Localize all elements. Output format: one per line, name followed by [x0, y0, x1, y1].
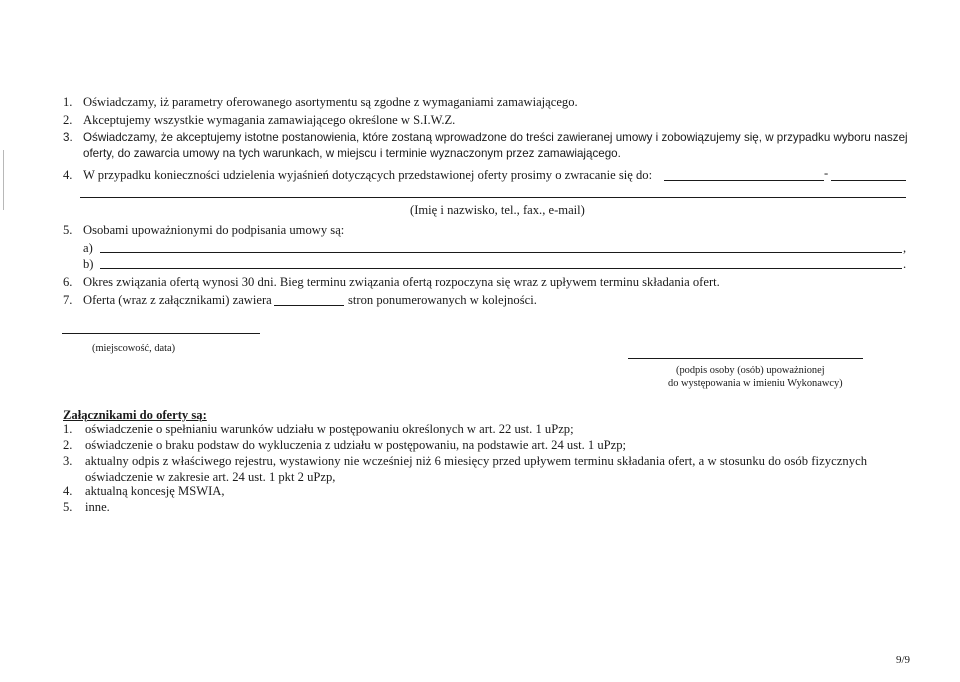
scan-edge-mark [3, 150, 4, 210]
statement-2-text: Akceptujemy wszystkie wymagania zamawiającego określone w S.I.W.Z. [83, 113, 456, 127]
attachment-4-text: aktualną koncesję MSWIA, [85, 484, 225, 498]
place-date-caption: (miejscowość, data) [92, 343, 176, 354]
statement-6 [63, 274, 720, 290]
attachment-2 [63, 437, 627, 453]
statement-4 [63, 167, 653, 183]
attachment-1-text: oświadczenie o spełnianiu warunków udziału w postępowaniu określonych w art. 22 ust. 1 uPzp; [85, 422, 574, 436]
statement-1-number: 1. [63, 95, 73, 109]
attachment-5-number: 5. [63, 500, 73, 514]
attachment-3-line-1: aktualny odpis z właściwego rejestru, wystawiony nie wcześniej niż 6 miesięcy przed upływem terminu składania ofert, a w stosunku do osób fizycznych [85, 454, 868, 468]
statement-7 [63, 292, 272, 308]
statement-5 [63, 222, 345, 238]
statement-3-number: 3. [63, 131, 73, 144]
contact-field-line-2[interactable] [831, 180, 906, 181]
signatory-a-end: , [903, 241, 907, 255]
attachment-1-number: 1. [63, 422, 73, 436]
signatory-a-label: a) [83, 241, 93, 255]
signatory-a-field[interactable] [100, 252, 902, 253]
statement-5-number: 5. [63, 223, 73, 237]
attachment-4-number: 4. [63, 484, 73, 498]
statement-4-number: 4. [63, 168, 73, 182]
statement-6-text: Okres związania ofertą wynosi 30 dni. Bieg terminu związania ofertą rozpoczyna się wraz z upływem terminu składania ofert. [83, 275, 720, 289]
statement-7-number: 7. [63, 293, 73, 307]
signatory-b-field[interactable] [100, 268, 902, 269]
attachment-3-number: 3. [63, 454, 73, 468]
signature-caption-line-1: (podpis osoby (osób) upoważnionej [676, 365, 825, 376]
statement-3-line-1: Oświadczamy, że akceptujemy istotne postanowienia, które zostaną wprowadzone do treści zawieranej umowy i zobowiązujemy się, w przypadku wyboru naszej [83, 131, 908, 144]
contact-field-dash: - [824, 166, 829, 180]
statement-7-text-after: stron ponumerowanych w kolejności. [348, 293, 537, 307]
attachment-2-text: oświadczenie o braku podstaw do wykluczenia z udziału w postępowaniu, na podstawie art. 24 ust. 1 uPzp; [85, 438, 627, 452]
statement-2 [63, 112, 456, 128]
place-date-line[interactable] [62, 333, 260, 334]
statement-1 [63, 94, 578, 110]
statement-3 [63, 130, 908, 160]
contact-caption: (Imię i nazwisko, tel., fax., e-mail) [410, 203, 585, 217]
statement-2-number: 2. [63, 113, 73, 127]
contact-details-line[interactable] [80, 197, 906, 198]
statement-3-line-2: oferty, do zawarcia umowy na tych warunkach, w miejscu i terminie wyznaczonym przez zamawiającego. [83, 147, 621, 160]
signatory-b-label: b) [83, 257, 94, 271]
statement-6-number: 6. [63, 275, 73, 289]
attachment-5 [63, 499, 110, 515]
statement-5-text: Osobami upoważnionymi do podpisania umowy są: [83, 223, 345, 237]
attachment-4 [63, 483, 225, 499]
page-count-field[interactable] [274, 305, 344, 306]
statement-7-text-before: Oferta (wraz z załącznikami) zawiera [83, 293, 272, 307]
signatory-b-end: . [903, 257, 907, 271]
signature-caption-line-2: do występowania w imieniu Wykonawcy) [668, 378, 843, 389]
page-number: 9/9 [896, 654, 911, 666]
attachment-2-number: 2. [63, 438, 73, 452]
statement-1-text: Oświadczamy, iż parametry oferowanego asortymentu są zgodne z wymaganiami zamawiającego. [83, 95, 578, 109]
attachments-heading: Załącznikami do oferty są: [63, 408, 207, 422]
attachment-5-text: inne. [85, 500, 110, 514]
attachment-1 [63, 421, 574, 437]
attachment-3-line-2: oświadczenie w zakresie art. 24 ust. 1 pkt 2 uPzp, [85, 470, 336, 484]
signature-line[interactable] [628, 358, 863, 359]
contact-field-line[interactable] [664, 180, 824, 181]
statement-4-text: W przypadku konieczności udzielenia wyjaśnień dotyczących przedstawionej oferty prosimy o zwracanie się do: [83, 168, 653, 182]
attachment-3 [63, 453, 868, 484]
